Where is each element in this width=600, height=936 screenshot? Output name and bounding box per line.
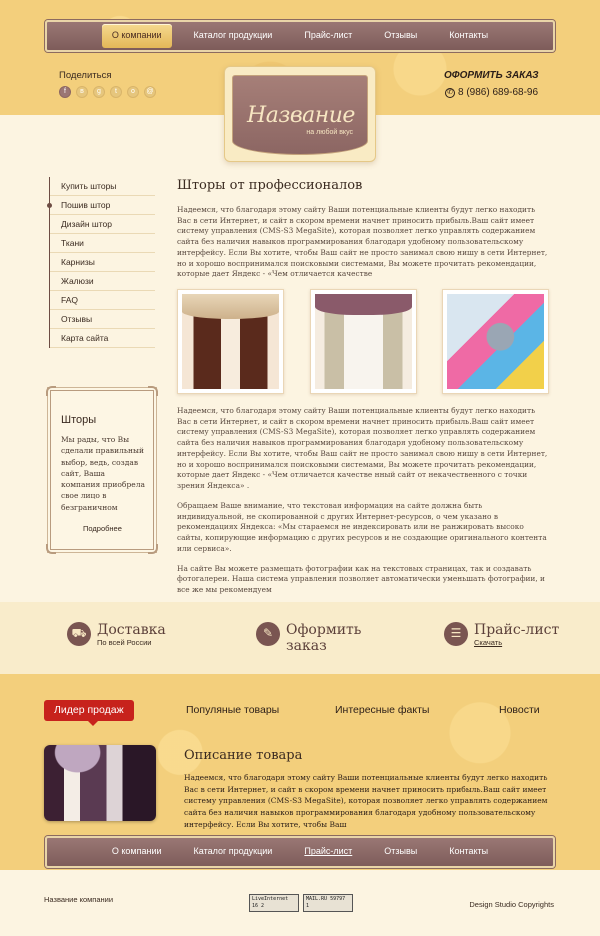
ornament-corner: [148, 544, 158, 554]
truck-icon: ⛟: [67, 622, 91, 646]
nav-item-reviews[interactable]: Отзывы: [384, 30, 418, 41]
google-icon[interactable]: g: [93, 86, 105, 98]
paragraph: Надеемся, что благодаря этому сайту Ваши потенциальные клиенты будут легко находить Вас в сети Интернет, и сайт в скором времени начнет приносить прибыль.Ваш сайт имеет систему управления (CMS-S3 MegaSite), которая позволяет легко управлять содержанием сайта без наличия навыков программирования благодаря удобному пользовательскому интерфейсу. Если Вы хотите, чтобы Ваш сайт не просто занимал свою нишу в сети Интернет, но и хорошо воспринимался поисковыми системами, Вы можете прочитать рекомендации, которые дает Яндекс - «Чем отличается качестве нный сайт от некачественного с точки зрения Яндекса» .: [177, 405, 548, 491]
mailru-counter[interactable]: MAIL.RU 59797 1: [303, 894, 353, 912]
curtain-image: [182, 294, 279, 389]
sewing-photo[interactable]: [442, 289, 549, 394]
product-description: Надеемся, что благодаря этому сайту Ваши потенциальные клиенты будут легко находить Вас в сети Интернет, и сайт в скором времени начнет приносить прибыль.Ваш сайт имеет систему управления (CMS-S3 MegaSite), которая позволяет легко управлять содержанием сайта без наличия навыков программирования благодаря удобному пользовательскому интерфейсу. Если Вы хотите, чтобы Ваш: [184, 773, 548, 829]
product-image[interactable]: [44, 745, 156, 821]
nav-item-about[interactable]: О компании: [111, 846, 162, 857]
tab-bestsellers[interactable]: Лидер продаж: [44, 700, 134, 721]
facebook-icon[interactable]: f: [59, 86, 71, 98]
nav-item-reviews[interactable]: Отзывы: [384, 846, 418, 857]
main-content: [177, 177, 549, 605]
curtain-photo-2[interactable]: [310, 289, 417, 394]
sidebar-item-design[interactable]: Дизайн штор: [50, 215, 155, 234]
company-name: Название компании: [44, 895, 114, 904]
features-strip: [0, 602, 600, 674]
liveinternet-counter[interactable]: LiveInternet 16 2: [249, 894, 299, 912]
bottom-navigation: [45, 836, 555, 868]
ornament-corner: [148, 386, 158, 396]
nav-item-catalog[interactable]: Каталог продукции: [193, 846, 273, 857]
tab-news[interactable]: Новости: [499, 704, 540, 716]
tab-popular[interactable]: Популяные товары: [186, 704, 280, 716]
top-navigation: [45, 20, 555, 52]
sidebar-item-cornices[interactable]: Карнизы: [50, 253, 155, 272]
paragraph: На сайте Вы можете размещать фотографии как на текстовых страницах, так и создавать фотогалереи. Наша система управления позволяет автоматически уменьшать фотографии, и все же мы рекомендуем: [177, 563, 545, 594]
social-icons: [59, 86, 156, 98]
phone-icon: ✆: [445, 88, 455, 98]
sidebar-menu: [49, 177, 155, 348]
copyright: Design Studio Copyrights: [469, 900, 554, 909]
info-box-more-link[interactable]: Подробнее: [83, 524, 122, 533]
photo-gallery: [177, 289, 549, 394]
odnoklassniki-icon[interactable]: о: [127, 86, 139, 98]
logo[interactable]: [224, 66, 376, 162]
logo-name: Название: [247, 103, 355, 128]
nav-item-contacts[interactable]: Контакты: [449, 846, 489, 857]
nav-item-pricelist[interactable]: Прайс-лист: [304, 30, 353, 41]
logo-tagline: на любой вкус: [306, 129, 353, 136]
sewing-machine-image: [447, 294, 544, 389]
nav-item-contacts[interactable]: Контакты: [449, 30, 489, 41]
ornament-corner: [46, 544, 56, 554]
phone: [445, 86, 538, 101]
sidebar-item-reviews[interactable]: Отзывы: [50, 310, 155, 329]
tab-facts[interactable]: Интересные факты: [335, 704, 430, 716]
download-link[interactable]: Скачать: [474, 638, 503, 648]
document-icon: ☰: [444, 622, 468, 646]
feature-subtitle: По всей России: [97, 638, 152, 648]
nav-item-about[interactable]: О компании: [102, 24, 172, 47]
info-box-title: Шторы: [61, 414, 97, 426]
feature-order[interactable]: [256, 622, 366, 654]
twitter-icon[interactable]: t: [110, 86, 122, 98]
feature-title: Оформить заказ: [286, 622, 362, 655]
mail-icon[interactable]: @: [144, 86, 156, 98]
vk-icon[interactable]: в: [76, 86, 88, 98]
paragraph: Обращаем Ваше внимание, что текстовая информация на сайте должна быть индивидуальной, не скопированной с других Интернет-ресурсов, о чем указано в рекомендациях Яндекса: «Мы стараемся не индексировать или не ранжировать высоко сайты, копирующие информацию с других ресурсов и не создающие оригинального контента или сервиса».: [177, 500, 547, 553]
curtain-image: [315, 294, 412, 389]
sidebar-item-faq[interactable]: FAQ: [50, 291, 155, 310]
footer: [0, 870, 600, 936]
paragraph: Надеемся, что благодаря этому сайту Ваши потенциальные клиенты будут легко находить Вас в сети Интернет, и сайт в скором времени начнет приносить прибыль.Ваш сайт имеет систему управления (CMS-S3 MegaSite), которая позволяет легко управлять содержанием сайта без наличия навыков программирования благодаря удобному пользовательскому интерфейсу. Если Вы хотите, чтобы Ваш сайт не просто занимал свою нишу в сети Интернет, но и хорошо воспринимался поисковыми системами, Вы можете прочитать рекомендации, которые дает Яндекс - «Чем отличается качестве: [177, 204, 548, 279]
phone-number: 8 (986) 689-68-96: [458, 87, 539, 98]
pen-icon: ✎: [256, 622, 280, 646]
sidebar-item-buy-curtains[interactable]: Купить шторы: [50, 177, 155, 196]
nav-item-pricelist[interactable]: Прайс-лист: [304, 846, 353, 857]
feature-title: Доставка: [97, 622, 166, 638]
order-link[interactable]: ОФОРМИТЬ ЗАКАЗ: [444, 70, 539, 81]
info-box: [50, 390, 154, 550]
product-title: Описание товара: [184, 748, 303, 763]
info-box-text: Мы рады, что Вы сделали правильный выбор, ведь, создав сайт, Ваша компания приобрела свое лицо в безграничном: [61, 435, 145, 512]
share-title: Поделиться: [59, 70, 112, 81]
page-title: Шторы от профессионалов: [177, 178, 363, 193]
sidebar-item-sitemap[interactable]: Карта сайта: [50, 329, 155, 348]
sidebar-item-fabrics[interactable]: Ткани: [50, 234, 155, 253]
curtain-photo-1[interactable]: [177, 289, 284, 394]
feature-title: Прайс-лист: [474, 622, 560, 638]
feature-delivery[interactable]: [67, 622, 166, 649]
ornament-corner: [46, 386, 56, 396]
product-tabs: [44, 700, 556, 722]
sidebar-item-tailoring[interactable]: Пошив штор: [50, 196, 155, 215]
logo-plaque: [232, 75, 368, 155]
nav-item-catalog[interactable]: Каталог продукции: [193, 30, 273, 41]
feature-pricelist[interactable]: [444, 622, 559, 649]
sidebar-item-blinds[interactable]: Жалюзи: [50, 272, 155, 291]
